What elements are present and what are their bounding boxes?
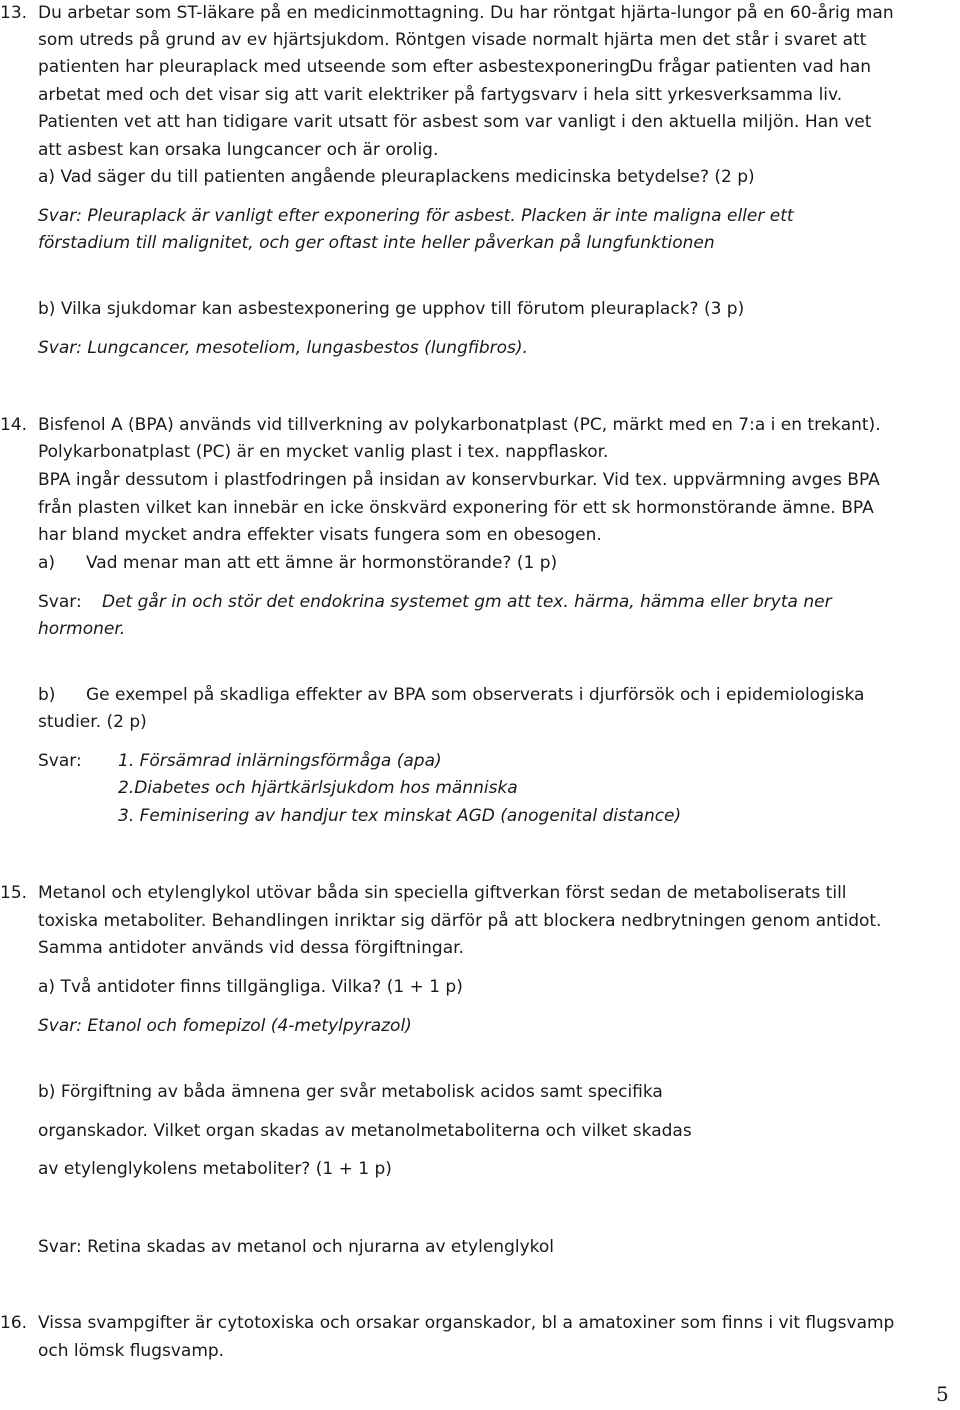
question-a-label: a) bbox=[38, 553, 56, 573]
question-text-line: från plasten vilket kan innebär en icke önskvärd exponering för ett sk hormonstörande ämne. BPA bbox=[38, 498, 874, 518]
question-text-line: som utreds på grund av ev hjärtsjukdom. Röntgen visade normalt hjärta men det står i svaret att bbox=[38, 30, 867, 50]
question-b-line: Ge exempel på skadliga effekter av BPA som observerats i djurförsök och i epidemiologiska bbox=[86, 685, 865, 705]
answer-b-item: 1. Försämrad inlärningsförmåga (apa) bbox=[118, 751, 442, 771]
question-text-line: att asbest kan orsaka lungcancer och är orolig. bbox=[38, 140, 439, 160]
question-number: 16. bbox=[0, 1313, 28, 1333]
question-text-line: Samma antidoter används vid dessa förgiftningar. bbox=[38, 938, 464, 958]
answer-a-line: förstadium till malignitet, och ger oftast inte heller påverkan på lungfunktionen bbox=[38, 233, 715, 253]
question-b: b) Vilka sjukdomar kan asbestexponering ge upphov till förutom pleuraplack? (3 p) bbox=[38, 299, 745, 319]
question-number: 13. bbox=[0, 3, 28, 23]
answer-a: Svar: Etanol och fomepizol (4-metylpyrazol) bbox=[38, 1016, 412, 1036]
question-text-line: Patienten vet att han tidigare varit utsatt för asbest som var vanligt i den aktuella miljön. Han vet bbox=[38, 112, 872, 132]
question-text-line: Polykarbonatplast (PC) är en mycket vanlig plast i tex. nappflaskor. bbox=[38, 442, 609, 462]
question-text-line: patienten har pleuraplack med utseende som efter asbestexponering. bbox=[38, 57, 636, 77]
page-number: 5 bbox=[936, 1382, 949, 1406]
answer-b-label: Svar: bbox=[38, 751, 82, 771]
answer-a-line: Svar: Pleuraplack är vanligt efter exponering för asbest. Placken är inte maligna eller ett bbox=[38, 206, 794, 226]
question-a: a) Två antidoter finns tillgängliga. Vilka? (1 + 1 p) bbox=[38, 977, 463, 997]
question-text-line: Bisfenol A (BPA) används vid tillverkning av polykarbonatplast (PC, märkt med en 7:a i en trekant). bbox=[38, 415, 881, 435]
question-text-line: har bland mycket andra effekter visats fungera som en obesogen. bbox=[38, 525, 602, 545]
question-text-line: och lömsk flugsvamp. bbox=[38, 1341, 225, 1361]
question-b-line: av etylenglykolens metaboliter? (1 + 1 p) bbox=[38, 1159, 392, 1179]
question-b-label: b) bbox=[38, 685, 56, 705]
answer-a-line: hormoner. bbox=[38, 619, 126, 639]
question-a: Vad menar man att ett ämne är hormonstörande? (1 p) bbox=[86, 553, 558, 573]
answer-a-line: Det går in och stör det endokrina systemet gm att tex. härma, hämma eller bryta ner bbox=[102, 592, 832, 612]
question-text-line: Du frågar patienten vad han bbox=[629, 57, 872, 77]
question-a: a) Vad säger du till patienten angående pleuraplackens medicinska betydelse? (2 p) bbox=[38, 167, 755, 187]
question-number: 15. bbox=[0, 883, 28, 903]
question-text-line: Vissa svampgifter är cytotoxiska och orsakar organskador, bl a amatoxiner som finns i vit flugsvamp bbox=[38, 1313, 895, 1333]
question-text-line: toxiska metaboliter. Behandlingen inriktar sig därför på att blockera nedbrytningen genom antidot. bbox=[38, 911, 882, 931]
question-number: 14. bbox=[0, 415, 28, 435]
answer-b: Svar: Lungcancer, mesoteliom, lungasbestos (lungfibros). bbox=[38, 338, 528, 358]
question-b-line: organskador. Vilket organ skadas av metanolmetaboliterna och vilket skadas bbox=[38, 1121, 692, 1141]
question-b-line: studier. (2 p) bbox=[38, 712, 147, 732]
question-text-line: BPA ingår dessutom i plastfodringen på insidan av konservburkar. Vid tex. uppvärmning avges BPA bbox=[38, 470, 880, 490]
answer-b: Svar: Retina skadas av metanol och njurarna av etylenglykol bbox=[38, 1237, 555, 1257]
answer-a-label: Svar: bbox=[38, 592, 82, 612]
question-b-line: b) Förgiftning av båda ämnena ger svår metabolisk acidos samt specifika bbox=[38, 1082, 663, 1102]
question-text-line: Metanol och etylenglykol utövar båda sin speciella giftverkan först sedan de metaboliserats till bbox=[38, 883, 847, 903]
question-text-line: Du arbetar som ST-läkare på en medicinmottagning. Du har röntgat hjärta-lungor på en 60-årig man bbox=[38, 3, 894, 23]
answer-b-item: 2.Diabetes och hjärtkärlsjukdom hos människa bbox=[118, 778, 518, 798]
answer-b-item: 3. Feminisering av handjur tex minskat AGD (anogenital distance) bbox=[118, 806, 682, 826]
question-text-line: arbetat med och det visar sig att varit elektriker på fartygsvarv i hela sitt yrkesverksamma liv. bbox=[38, 85, 843, 105]
